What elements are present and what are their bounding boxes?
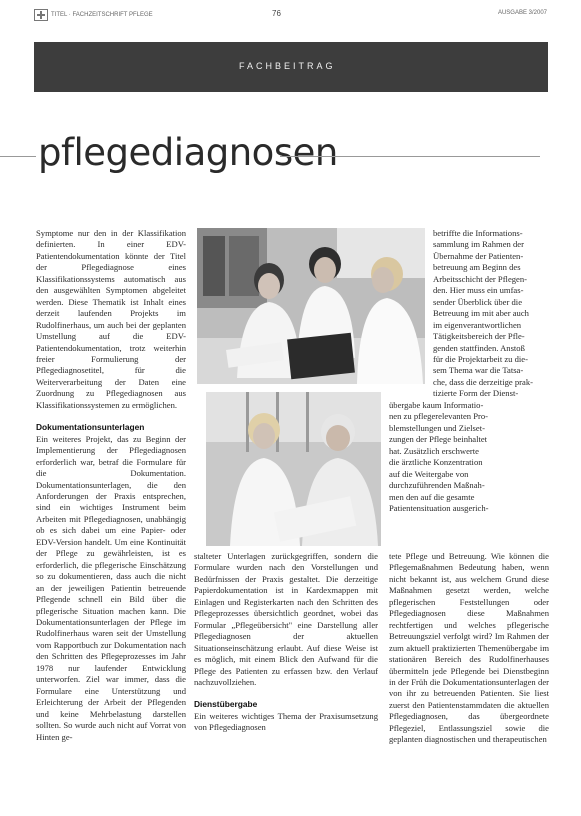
paragraph: Symptome nur den in der Klassifikation definierten. In einer EDV-Patientendokumentation könnte der Titel der Pflegediagnose eines Klassifikationssystems automatisch aus den ausgewählten Symptomen abgeleitet werden. Diese Thematik ist Inhalt eines derzeit laufenden Projekts im Rudolfinerhaus, um auch bei der geplanten Umstellung auf die EDV-Patientendokumentation, trotz weiterhin freier Formulierung der Pflegediagnosetitel, für die Weiterverarbeitung der Daten eine Zuordnung zu Pflegediagnosen aus Klassifikationssystemen zu ermöglichen. <box>36 228 186 410</box>
title-rule-left <box>0 156 36 157</box>
text-line: tizierte Form der Dienst- <box>433 388 519 399</box>
page-title: pflegediagnosen <box>38 131 338 174</box>
text-line: im eigenverantwortlichen <box>433 319 522 330</box>
paragraph: Ein weiteres wichtiges Thema der Praxisumsetzung von Pflegediagnosen <box>194 710 378 733</box>
text-line: auf die Weitergabe von <box>389 468 469 479</box>
running-header <box>34 8 547 22</box>
cross-logo-icon <box>34 9 48 21</box>
text-line: men den auf die gesamte <box>389 491 475 502</box>
text-line: genden stattfinden. Anstoß <box>433 342 525 353</box>
text-line: für die Projektarbeit zu die- <box>433 353 528 364</box>
text-line: Arbeitsschicht der Pflegen- <box>433 273 528 284</box>
section-banner <box>34 42 548 92</box>
text-line: blemstellungen und Zielset- <box>389 422 485 433</box>
column-3-wrap-lower <box>389 400 551 515</box>
text-line: betriffte die Informations- <box>433 228 523 238</box>
column-3-wrap <box>433 228 551 400</box>
header-right-text: AUSGABE 3/2007 <box>497 10 547 16</box>
text-line: nen zu pflegerelevanten Pro- <box>389 411 489 422</box>
text-line: durchzuführenden Maßnah- <box>389 480 485 491</box>
text-line: übergabe kaum Informatio- <box>389 400 484 410</box>
photo-nurses-with-documents <box>206 392 381 546</box>
text-line: Betreuung im mit aber auch <box>433 308 529 319</box>
text-line: hat. Zusätzlich erschwerte <box>389 445 479 456</box>
header-left-text: TITEL · FACHZEITSCHRIFT PFLEGE <box>51 12 153 18</box>
column-3 <box>389 551 549 746</box>
section-label: FACHBEITRAG <box>239 61 336 71</box>
paragraph: tete Pflege und Betreuung. Wie können die Pflegemaßnahmen Bedeutung haben, wenn nicht bekannt ist, aus welchem Grund diese Maßnahmen gesetzt werden, welche pflegerischen Feststellungen oder Pflegediagnosen diese Maßnahmen rechtfertigen und welches pflegerische Betreuungsziel verfolgt wird? Im Rahmen der zum aktuell praktizierten Themenübergabe im stationären Bereich des Rudolfinerhauses übermitteln jede Pflegende bei Dienstbeginn in der Früh die Dokumentationsunterlagen der von ihr zu betreuenden Patienten. Sie liest zuerst den Patientenstammdaten die aktuellen Pflegediagnosen, das übergeordnete Pflegeziel, Entlassungsziel sowie die geplanten diagnostischen und therapeutischen <box>389 551 549 745</box>
subheading-dienstuebergabe: Dienstübergabe <box>194 699 258 710</box>
text-line: sammlung im Rahmen der <box>433 239 524 250</box>
column-1 <box>36 228 186 743</box>
paragraph: Ein weiteres Projekt, das zu Beginn der Implementierung der Pflegediagnosen erforderlich war, betraf die Formulare für die Dokumentation. Dokumentationsunterlagen, die den Anforderungen der Praxis entsprechen, sind ein wichtiges Instrument beim Arbeiten mit Pflegediagnosen, unabhängig ob es sich dabei um eine Papier- oder EDV-Version handelt. Um eine Kontinuität der Pflege zu gewährleisten, ist es erforderlich, die pflegerische Einschätzung so zu dokumentieren, dass auch die nicht an der jeweiligen Patientin betreuende Pflegende schnell ein Bild über die pflegerische Situation machen kann. Die Dokumentationsunterlagen der Pflege im Rudolfinerhaus waren seit der Umstellung vom Rapportbuch zur Dokumentation nach den Schritten des Pflegeprozesses im Jahr 1978 nur laufender Entwicklung unterworfen. Ziel war immer, dass die Formulare eine Unterstützung und Erleichterung der Arbeit der Pflegenden und keine Mehrbelastung darstellen sollten. So wurde auch nicht auf Vorrat von Hinten ge- <box>36 433 186 742</box>
title-rule-right <box>280 156 540 157</box>
text-line: betreuung am Beginn des <box>433 262 521 273</box>
text-line: sender Überblick über die <box>433 296 523 307</box>
text-line: Patientensituation ausgerich- <box>389 503 489 514</box>
page-number: 76 <box>272 9 281 18</box>
subheading-dokumentationsunterlagen: Dokumentationsunterlagen <box>36 422 145 433</box>
photo-nurses-at-desk <box>197 228 425 384</box>
text-line: Übernahme der Patienten- <box>433 250 524 261</box>
publication-logo <box>34 9 153 21</box>
text-line: che, dass die derzeitige prak- <box>433 376 533 387</box>
text-line: Tätigkeitsbereich der Pfle- <box>433 331 525 342</box>
title-row <box>0 128 581 178</box>
text-line: die ärztliche Konzentration <box>389 457 483 468</box>
column-2 <box>194 551 378 734</box>
text-line: zungen der Pflege beinhaltet <box>389 434 488 445</box>
paragraph: stalteter Unterlagen zurückgegriffen, sondern die Formulare wurden nach den Vorstellungen und Bedürfnissen der Praxis gestaltet. Die derzeitige Papierdokumentation ist in Kardexmappen mit Einlagen und Registerkarten nach den Schritten des Pflegeprozesses übersichtlich geordnet, wobei das Formular „Pflegeübersicht" eine Darstellung aller Pflegediagnosen der aktuellen Situationseinschätzung erlaubt. Auf diese Weise ist es möglich, mit einem Blick den Aufwand für die Pflege des Patienten zu erfassen bzw. den Verlauf nachzuvollziehen. <box>194 551 378 687</box>
text-line: sem Thema war die Tatsa- <box>433 365 524 376</box>
text-line: den. Hier muss ein umfas- <box>433 285 524 296</box>
